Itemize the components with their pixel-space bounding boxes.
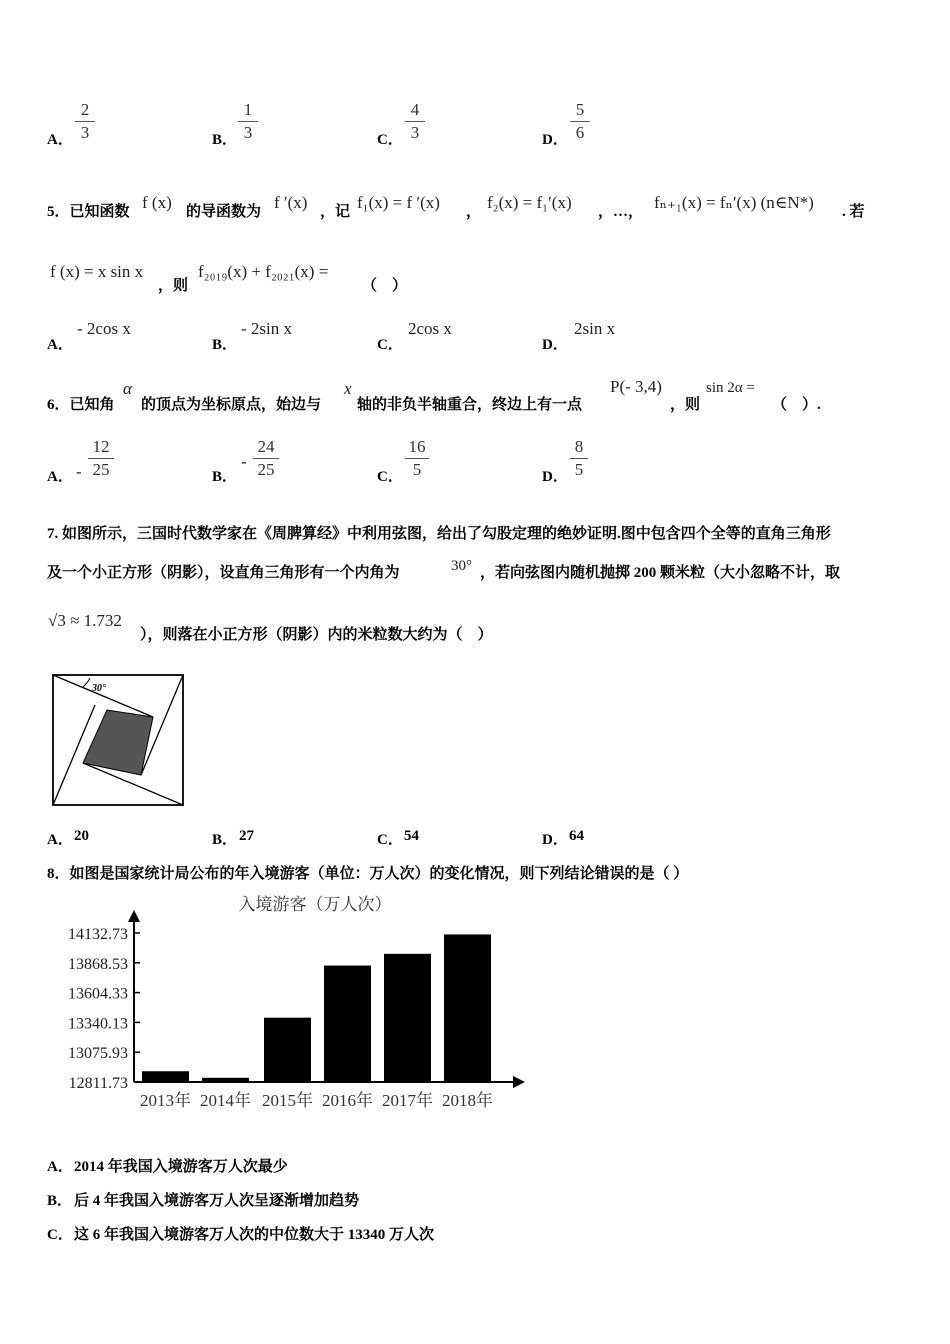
q6-point: P(- 3,4) xyxy=(610,377,662,396)
q5-text-4: ， xyxy=(466,204,482,220)
q8-option-c-label: C． xyxy=(47,1227,73,1243)
q5-option-d-value: 2sin x xyxy=(574,319,616,338)
q5-option-b-label: B． xyxy=(212,337,238,353)
q6-text-1: 6．已知角 xyxy=(47,397,115,413)
q8-option-c-text: 这 6 年我国入境游客万人次的中位数大于 13340 万人次 xyxy=(74,1227,435,1243)
q5-text-2: 的导函数为 xyxy=(186,204,262,220)
q6-option-a-sign: - xyxy=(76,462,82,481)
q8-stem: 8．如图是国家统计局公布的年入境游客（单位：万人次）的变化情况，则下列结论错误的是（ ） xyxy=(47,866,689,882)
q5-option-c-value: 2cos x xyxy=(408,319,452,338)
q6-option-a-den: 25 xyxy=(92,460,110,479)
q6-option-d-num: 8 xyxy=(574,437,584,456)
y-tick-label: 13868.53 xyxy=(68,955,128,973)
q5-math-sum: f₂₀₁₉(x) + f₂₀₂₁(x) = xyxy=(198,262,329,281)
q5-option-d-label: D． xyxy=(542,337,568,353)
q7-chord-figure xyxy=(50,672,187,807)
q5-math-f1: f₁(x) = f ′(x) xyxy=(357,193,440,212)
q6-option-d-fraction xyxy=(570,437,588,480)
bar xyxy=(444,934,491,1082)
x-tick-label: 2017年 xyxy=(382,1091,433,1110)
x-tick-label: 2018年 xyxy=(442,1091,493,1110)
q6-option-c-num: 16 xyxy=(408,437,426,456)
q7-line-2b: ，若向弦图内随机抛掷 200 颗米粒（大小忽略不计，取 xyxy=(480,565,841,581)
q8-option-a-label: A． xyxy=(47,1159,73,1175)
q6-option-d-label: D． xyxy=(542,469,568,485)
q7-line-1: 7. 如图所示，三国时代数学家在《周脾算经》中利用弦图，给出了勾股定理的绝妙证明.图中包含四个全等的直角三角形 xyxy=(47,526,831,542)
q5-math-f2: f₂(x) = f₁′(x) xyxy=(487,193,572,212)
q4-option-c-label: C． xyxy=(377,132,403,148)
q6-sin2a: sin 2α = xyxy=(706,380,755,396)
q6-alpha: α xyxy=(123,379,132,398)
q5-answer-paren: （ ） xyxy=(362,278,408,294)
q8-bar-chart xyxy=(40,888,540,1116)
q6-option-b-fraction xyxy=(253,437,279,480)
bar xyxy=(264,1018,311,1082)
q5-option-c-label: C． xyxy=(377,337,403,353)
q5-text-5: ，…， xyxy=(598,204,644,220)
q5-math-f: f (x) xyxy=(142,193,172,212)
bar xyxy=(324,966,371,1082)
q5-math-fx: f (x) = x sin x xyxy=(50,262,144,281)
q6-text-3: 轴的非负半轴重合，终边上有一点 xyxy=(357,397,583,413)
q7-option-b-label: B． xyxy=(212,832,238,848)
q7-line-3: ），则落在小正方形（阴影）内的米粒数大约为（ ） xyxy=(140,627,493,643)
bar xyxy=(142,1071,189,1082)
q5-option-a-value: - 2cos x xyxy=(77,319,131,338)
q8-option-b-text: 后 4 年我国入境游客万人次呈逐渐增加趋势 xyxy=(74,1193,360,1209)
q6-answer-paren: （ ）. xyxy=(772,397,821,413)
q5-text-1: 5．已知函数 xyxy=(47,204,130,220)
q4-option-b-num: 1 xyxy=(243,100,253,119)
q6-option-b-den: 25 xyxy=(257,460,275,479)
q8-option-b-label: B． xyxy=(47,1193,73,1209)
q4-option-a-num: 2 xyxy=(80,100,90,119)
q4-option-c-num: 4 xyxy=(410,100,420,119)
q4-option-d-den: 6 xyxy=(575,123,585,142)
q7-option-c-value: 54 xyxy=(404,828,419,844)
q4-option-a-label: A． xyxy=(47,132,73,148)
q6-option-b-num: 24 xyxy=(257,437,275,456)
q5-option-b-value: - 2sin x xyxy=(241,319,292,338)
q4-option-d-num: 5 xyxy=(575,100,585,119)
y-tick-label: 13604.33 xyxy=(68,985,128,1003)
q5-text-7: ，则 xyxy=(158,278,189,294)
q6-text-4: ，则 xyxy=(670,397,701,413)
q7-option-a-value: 20 xyxy=(74,828,89,844)
q5-math-fprime: f ′(x) xyxy=(274,193,308,212)
q4-option-c-den: 3 xyxy=(410,123,420,142)
q7-shaded-square xyxy=(83,710,153,775)
y-axis-arrow xyxy=(128,910,140,922)
q8-option-a-text: 2014 年我国入境游客万人次最少 xyxy=(74,1159,288,1175)
q6-option-d-den: 5 xyxy=(574,460,584,479)
bar xyxy=(384,954,431,1082)
q6-option-a-fraction xyxy=(88,437,114,480)
q6-option-c-label: C． xyxy=(377,469,403,485)
q4-option-a-den: 3 xyxy=(80,123,90,142)
q7-option-a-label: A． xyxy=(47,832,73,848)
q7-angle: 30° xyxy=(451,558,472,574)
chart-title: 入境游客（万人次） xyxy=(238,895,392,914)
x-tick-label: 2014年 xyxy=(200,1091,251,1110)
q4-option-c-fraction xyxy=(405,100,425,143)
q6-x: x xyxy=(344,379,352,398)
q6-option-c-fraction xyxy=(405,437,429,480)
y-tick-label: 14132.73 xyxy=(68,926,128,943)
q7-sqrt3: √3 ≈ 1.732 xyxy=(48,611,122,630)
y-tick-label: 13075.93 xyxy=(68,1045,128,1063)
q5-math-fn1: fₙ₊₁(x) = fₙ′(x) (n∈N*) xyxy=(654,193,814,212)
q6-option-b-label: B． xyxy=(212,469,238,485)
q5-text-6: . 若 xyxy=(842,204,865,220)
x-axis-arrow xyxy=(513,1076,525,1088)
q4-option-b-label: B． xyxy=(212,132,238,148)
q6-option-c-den: 5 xyxy=(412,460,422,479)
q7-line-2a: 及一个小正方形（阴影），设直角三角形有一个内角为 xyxy=(47,565,400,581)
bar xyxy=(202,1078,249,1082)
q6-text-2: 的顶点为坐标原点，始边与 xyxy=(141,397,322,413)
x-tick-label: 2016年 xyxy=(322,1091,373,1110)
y-tick-label: 13340.13 xyxy=(68,1015,128,1033)
q4-option-b-den: 3 xyxy=(243,123,253,142)
q4-option-d-fraction xyxy=(570,100,590,143)
q5-option-a-label: A． xyxy=(47,337,73,353)
q7-option-b-value: 27 xyxy=(239,828,254,844)
q7-option-d-label: D． xyxy=(542,832,568,848)
q4-option-b-fraction xyxy=(238,100,258,143)
q5-text-3: ，记 xyxy=(320,204,351,220)
q8-chart-svg xyxy=(40,888,540,1116)
q7-option-d-value: 64 xyxy=(569,828,584,844)
q4-option-a-fraction xyxy=(75,100,95,143)
q7-option-c-label: C． xyxy=(377,832,403,848)
q4-option-d-label: D． xyxy=(542,132,568,148)
x-tick-label: 2015年 xyxy=(262,1091,313,1110)
y-tick-label: 12811.73 xyxy=(68,1075,128,1092)
q6-option-a-label: A． xyxy=(47,469,73,485)
q6-option-a-num: 12 xyxy=(92,437,110,456)
q6-option-b-sign: - xyxy=(241,452,247,471)
q7-figure-angle-label: 30° xyxy=(92,683,106,694)
x-tick-label: 2013年 xyxy=(140,1091,191,1110)
